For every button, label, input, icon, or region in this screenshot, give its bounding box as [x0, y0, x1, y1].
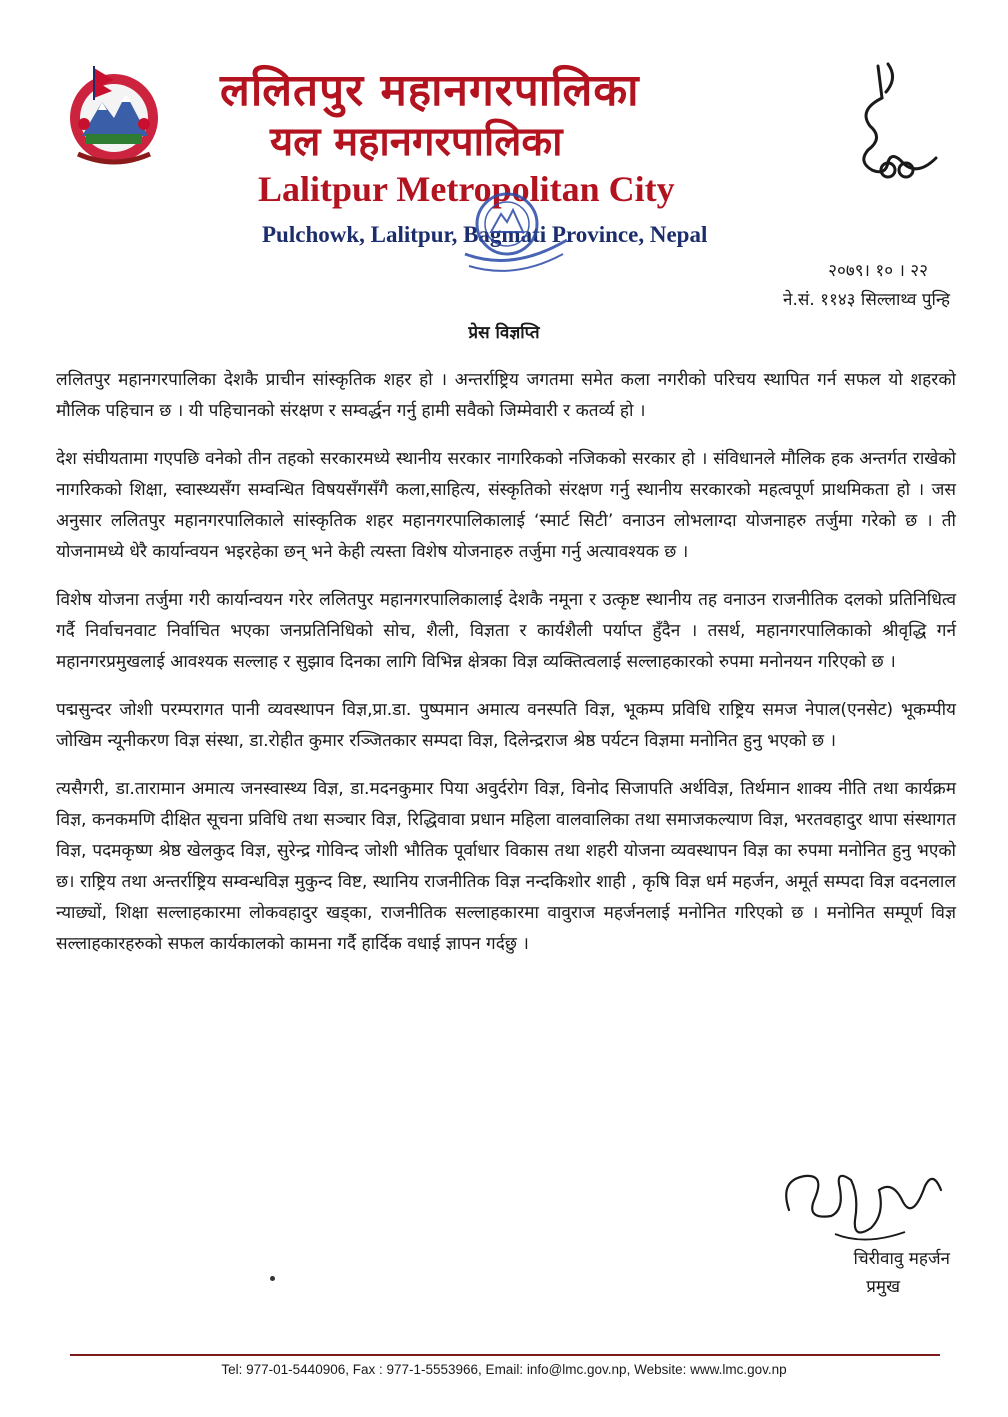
shree-symbol-icon — [848, 58, 940, 188]
office-stamp-icon — [455, 188, 573, 274]
org-name-nepali: ललितपुर महानगरपालिका — [220, 65, 640, 116]
handwritten-signature-icon — [775, 1150, 955, 1250]
org-name-english: Lalitpur Metropolitan City — [258, 169, 675, 209]
paragraph: ललितपुर महानगरपालिका देशकै प्राचीन सांस्कृतिक शहर हो । अन्तर्राष्ट्रिय जगतमा समेत कला नगरीको परिचय स्थापित गर्न सफल यो शहरको मौलिक पहिचान छ । यी पहिचानको संरक्षण र सम्वर्द्धन गर्नु हामी सवैको जिम्मेवारी र कतर्व्य हो । — [56, 370, 956, 421]
footer-contact: Tel: 977-01-5440906, Fax : 977-1-5553966, Email: info@lmc.gov.np, Website: www.lmc.gov.np — [221, 1362, 787, 1377]
document-title: प्रेस विज्ञप्ति — [468, 323, 540, 343]
paragraph: विशेष योजना तर्जुमा गरी कार्यान्वयन गरेर ललितपुर महानगरपालिकालाई देशकै नमूना र उत्कृष्ट स्थानीय तह वनाउन राजनीतिक दलको प्रतिनिधित्व गर्दै निर्वाचनवाट निर्वाचित भएका जनप्रतिनिधिको सोच, शैली, विज्ञता र कार्यशैली पर्याप्त हुँदैन । तसर्थ, महानगरपालिकाको श्रीवृद्धि गर्न महानगरप्रमुखलाई आवश्यक सल्लाह र सुझाव दिनका लागि विभिन्न क्षेत्रका विज्ञ व्यक्तित्वलाई सल्लाहकारको रुपमा मनोनयन गरिएको छ । — [56, 590, 956, 672]
date-nepal-sambat: ने.सं. ११४३ सिल्लाथ्व पुन्हि — [783, 290, 950, 310]
date-bikram-sambat: २०७९। १० । २२ — [828, 261, 928, 281]
paragraph: त्यसैगरी, डा.तारामान अमात्य जनस्वास्थ्य विज्ञ, डा.मदनकुमार पिया अवुर्दरोग विज्ञ, विनोद सिजापति अर्थविज्ञ, तिर्थमान शाक्य नीति तथा कार्यक्रम विज्ञ, कनकमणि दीक्षित सूचना प्रविधि तथा सञ्चार विज्ञ, रिद्धिवावा प्रधान महिला वालवालिका तथा समाजकल्याण विज्ञ, भरतवहादुर थापा संस्थागत विज्ञ, पदमकृष्ण श्रेष्ठ खेलकुद विज्ञ, सुरेन्द्र गोविन्द जोशी भौतिक पूर्वाधार विकास तथा शहरी योजना व्यवस्थापन विज्ञ का रुपमा मनोनित हुनु भएको छ। राष्ट्रिय तथा अन्तर्राष्ट्रिय सम्वन्धविज्ञ मुकुन्द विष्ट, स्थानिय राजनीतिक विज्ञ नन्दकिशोर शाही , कृषि विज्ञ धर्म महर्जन, अमूर्त सम्पदा विज्ञ वदनलाल न्याछ्यों, शिक्षा सल्लाहकारमा लोकवहादुर खड्का, राजनीतिक सल्लाहकारमा वावुराज महर्जनलाई मनोनित गरिएको छ । मनोनित सम्पूर्ण विज्ञ सल्लाहकारहरुको सफल कार्यकालको कामना गर्दै हार्दिक वधाई ज्ञापन गर्दछु । — [56, 779, 956, 954]
nepal-government-emblem-icon — [58, 58, 170, 170]
signatory-designation: प्रमुख — [866, 1277, 900, 1297]
signatory-name: चिरीवावु महर्जन — [853, 1249, 950, 1269]
footer-divider — [70, 1354, 940, 1356]
org-address: Pulchowk, Lalitpur, Bagmati Province, Nepal — [262, 222, 708, 247]
ink-dot — [270, 1276, 275, 1281]
org-name-newari: यल महानगरपालिका — [270, 118, 563, 165]
paragraph: देश संघीयतामा गएपछि वनेको तीन तहको सरकारमध्ये स्थानीय सरकार नागरिकको नजिकको सरकार हो । संविधानले मौलिक हक अन्तर्गत राखेको नागरिकको शिक्षा, स्वास्थ्यसँग सम्वन्धित विषयसँगसँगै कला,साहित्य, संस्कृतिको संरक्षण गर्नु स्थानीय सरकारको महत्वपूर्ण प्राथमिकता हो । जस अनुसार ललितपुर महानगरपालिकाले सांस्कृतिक शहर महानगरपालिकालाई ‘स्मार्ट सिटी’ वनाउन लोभलाग्दा योजनाहरु तर्जुमा गरेको छ । ती योजनामध्ये धेरै कार्यान्वयन भइरहेका छन् भने केही त्यस्ता विशेष योजनाहरु तर्जुमा गर्नु अत्यावश्यक छ । — [56, 449, 956, 562]
document-body — [56, 365, 956, 977]
paragraph: पद्मसुन्दर जोशी परम्परागत पानी व्यवस्थापन विज्ञ,प्रा.डा. पुष्पमान अमात्य वनस्पति विज्ञ, भूकम्प प्रविधि राष्ट्रिय समज नेपाल(एनसेट) भूकम्पीय जोखिम न्यूनीकरण विज्ञ संस्था, डा.रोहीत कुमार रञ्जितकार सम्पदा विज्ञ, दिलेन्द्रराज श्रेष्ठ पर्यटन विज्ञमा मनोनित हुनु भएको छ । — [56, 700, 956, 751]
